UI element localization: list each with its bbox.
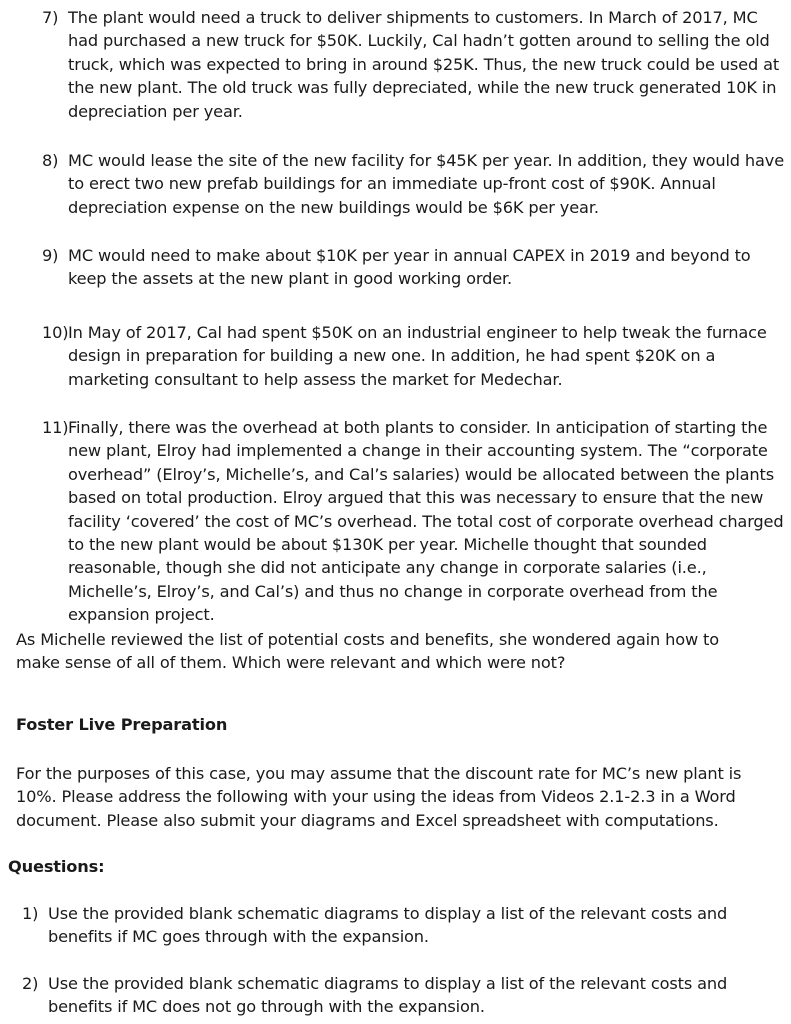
questions-heading: Questions: — [8, 857, 105, 876]
list-item-text: Finally, there was the overhead at both plants to consider. In anticipation of starting the new plant, Elroy had implemented a change in their accounting system. The “corporate overhead” (Elroy’s, Michelle’s, and Cal’s salaries) would be allocated between the plants based on total production. Elroy argued that this was necessary to ensure that the new facility ‘covered’ the cost of MC’s overhead. The total cost of corporate overhead charged to the new plant would be about $130K per year. Michelle thought that sounded reasonable, though she did not anticipate any change in corporate salaries (i.e., Michelle’s, Elroy’s, and Cal’s) and thus no change in corporate overhead from the expansion project. — [68, 418, 784, 625]
list-item-text: MC would lease the site of the new facility for $45K per year. In addition, they would have to erect two new prefab buildings for an immediate up-front cost of $90K. Annual depreciation expense on the new buildings would be $6K per year. — [68, 151, 785, 217]
question-1 — [22, 902, 767, 949]
question-2 — [22, 972, 767, 1019]
list-item-number: 7) — [42, 8, 59, 27]
list-item-number: 9) — [42, 246, 59, 265]
list-item-number: 11) — [42, 418, 69, 437]
question-number: 1) — [22, 904, 39, 923]
list-item-text: In May of 2017, Cal had spent $50K on an industrial engineer to help tweak the furnace design in preparation for building a new one. In addition, he had spent $20K on a marketing consultant to help assess the market for Medechar. — [68, 323, 767, 389]
list-item-text: The plant would need a truck to deliver shipments to customers. In March of 2017, MC had purchased a new truck for $50K. Luckily, Cal hadn’t gotten around to selling the old truck, which was expected to bring in around $25K. Thus, the new truck could be used at the new plant. The old truck was fully depreciated, while the new truck generated 10K in depreciation per year. — [68, 8, 780, 121]
list-item-number: 8) — [42, 151, 59, 170]
question-text: Use the provided blank schematic diagrams to display a list of the relevant costs and benefits if MC goes through with the expansion. — [48, 904, 728, 947]
preparation-heading: Foster Live Preparation — [16, 715, 228, 734]
question-text: Use the provided blank schematic diagrams to display a list of the relevant costs and benefits if MC does not go through with the expansion. — [48, 974, 728, 1017]
list-item-7 — [42, 6, 787, 123]
closing-paragraph: As Michelle reviewed the list of potential costs and benefits, she wondered again how to make sense of all of them. Which were relevant and which were not? — [16, 630, 719, 673]
list-item-9 — [42, 244, 787, 291]
list-item-11 — [42, 416, 787, 627]
list-item-text: MC would need to make about $10K per year in annual CAPEX in 2019 and beyond to keep the assets at the new plant in good working order. — [68, 246, 751, 289]
list-item-number: 10) — [42, 323, 69, 342]
list-item-8 — [42, 149, 787, 219]
question-number: 2) — [22, 974, 39, 993]
list-item-10 — [42, 321, 787, 391]
preparation-paragraph: For the purposes of this case, you may assume that the discount rate for MC’s new plant is 10%. Please address the following with your using the ideas from Videos 2.1-2.3 in a Word document. Please also submit your diagrams and Excel spreadsheet with computations. — [16, 764, 742, 830]
